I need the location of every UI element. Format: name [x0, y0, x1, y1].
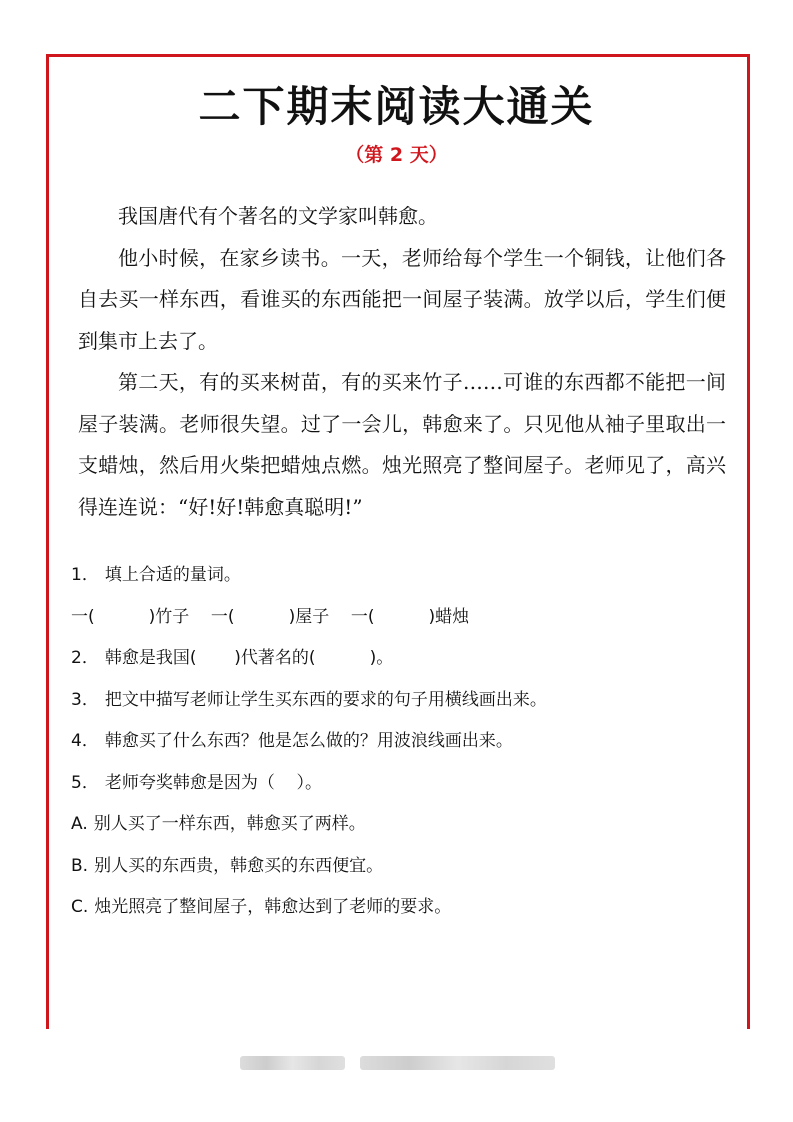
option-text: 别人买了一样东西，韩愈买了两样。 [93, 814, 366, 834]
day-subtitle: （第 2 天） [345, 144, 448, 166]
question-5 [71, 763, 731, 805]
question-number: 2． [71, 648, 99, 668]
passage-paragraph: 他小时候，在家乡读书。一天，老师给每个学生一个铜钱，让他们各自去买一样东西，看谁买的东西能把一间屋子装满。放学以后，学生们便到集市上去了。 [78, 245, 726, 353]
option-text: 别人买的东西贵，韩愈买的东西便宜。 [94, 855, 384, 876]
option-c [71, 887, 731, 929]
page-title: 二下期末阅读大通关 [198, 82, 595, 131]
question-number: 3． [71, 689, 99, 710]
option-a [71, 804, 731, 846]
question-3 [71, 680, 731, 722]
question-text: 老师夸奖韩愈是因为（ ）。 [104, 772, 322, 793]
question-1-blanks: 一( )竹子 一( )屋子 一( )蜡烛 [71, 606, 470, 627]
question-text: 填上合适的量词。 [104, 565, 241, 585]
passage-paragraph: 我国唐代有个著名的文学家叫韩愈。 [118, 204, 438, 228]
question-4 [71, 721, 731, 763]
reading-passage [78, 196, 726, 528]
question-number: 5． [71, 772, 99, 793]
question-text: 把文中描写老师让学生买东西的要求的句子用横线画出来。 [104, 689, 547, 710]
question-text: 韩愈是我国( )代著名的( )。 [104, 648, 394, 668]
question-list [71, 555, 731, 929]
option-b [71, 846, 731, 888]
blurred-footer-text [360, 1056, 555, 1070]
question-number: 4． [71, 731, 99, 751]
question-2 [71, 638, 731, 680]
option-letter: C. [71, 897, 89, 917]
question-number: 1． [71, 565, 99, 585]
question-1 [71, 555, 731, 597]
option-letter: A. [71, 814, 88, 834]
blurred-footer-text [240, 1056, 345, 1070]
option-letter: B. [71, 855, 89, 876]
question-text: 韩愈买了什么东西？他是怎么做的？用波浪线画出来。 [104, 731, 513, 751]
passage-paragraph: 第二天，有的买来树苗，有的买来竹子……可谁的东西都不能把一间屋子装满。老师很失望。过了一会儿，韩愈来了。只见他从袖子里取出一支蜡烛，然后用火柴把蜡烛点燃。烛光照亮了整间屋子。老师见了，高兴得连连说：“好!好!韩愈真聪明!” [78, 370, 726, 519]
option-text: 烛光照亮了整间屋子，韩愈达到了老师的要求。 [94, 897, 452, 917]
